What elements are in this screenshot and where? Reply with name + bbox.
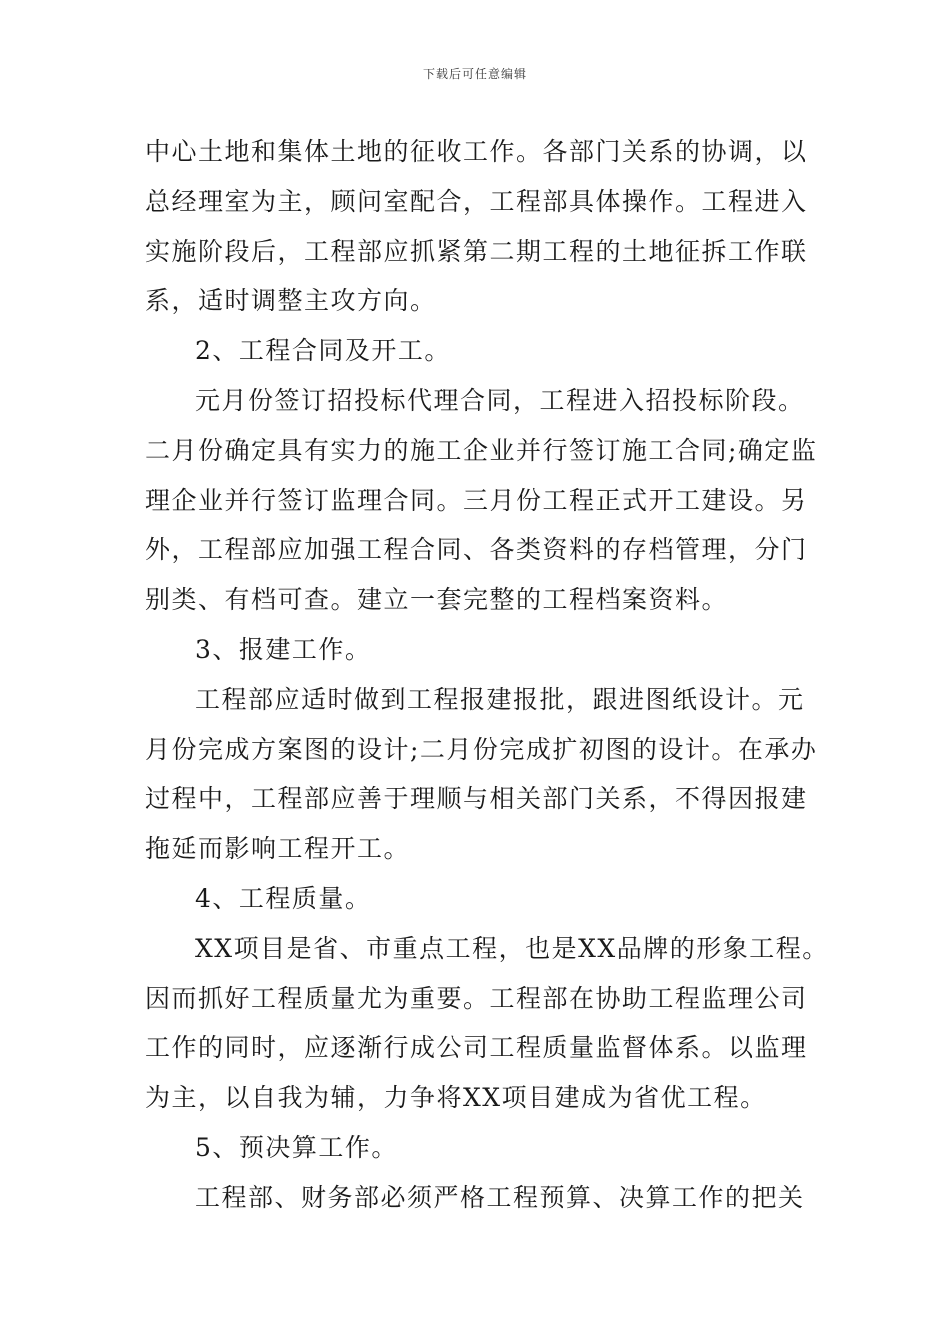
text-line: 外，工程部应加强工程合同、各类资料的存档管理，分门 [145, 535, 808, 565]
document-body [145, 127, 829, 1223]
text-line: XX项目是省、市重点工程，也是XX品牌的形象工程。 [195, 933, 829, 963]
text-line: 二月份确定具有实力的施工企业并行签订施工合同;确定监 [145, 435, 818, 465]
section-heading-5: 5、预决算工作。 [195, 1132, 398, 1162]
text-line: 别类、有档可查。建立一套完整的工程档案资料。 [145, 585, 729, 615]
section-heading-2: 2、工程合同及开工。 [195, 336, 451, 366]
text-line: 因而抓好工程质量尤为重要。工程部在协助工程监理公司 [145, 983, 808, 1013]
section-heading-3: 3、报建工作。 [195, 634, 372, 664]
page-header: 下载后可任意编辑 [422, 67, 527, 81]
text-line: 中心土地和集体土地的征收工作。各部门关系的协调，以 [145, 137, 808, 166]
text-line: 月份完成方案图的设计;二月份完成扩初图的设计。在承办 [145, 734, 818, 764]
text-line: 工程部应适时做到工程报建报批，跟进图纸设计。元 [195, 684, 805, 714]
text-line: 元月份签订招投标代理合同，工程进入招投标阶段。 [195, 385, 805, 415]
text-line: 实施阶段后，工程部应抓紧第二期工程的土地征拆工作联 [145, 236, 808, 266]
text-line: 总经理室为主，顾问室配合，工程部具体操作。工程进入 [145, 186, 808, 216]
section-heading-4: 4、工程质量。 [195, 883, 372, 913]
text-line: 拖延而影响工程开工。 [145, 834, 411, 864]
text-line: 系，适时调整主攻方向。 [145, 286, 437, 316]
text-line: 理企业并行签订监理合同。三月份工程正式开工建设。另 [145, 485, 808, 515]
text-line: 过程中，工程部应善于理顺与相关部门关系，不得因报建 [145, 784, 808, 814]
text-line: 工作的同时，应逐渐行成公司工程质量监督体系。以监理 [145, 1033, 808, 1063]
text-line: 工程部、财务部必须严格工程预算、决算工作的把关 [195, 1182, 805, 1212]
text-line: 为主，以自我为辅，力争将XX项目建成为省优工程。 [145, 1083, 767, 1113]
